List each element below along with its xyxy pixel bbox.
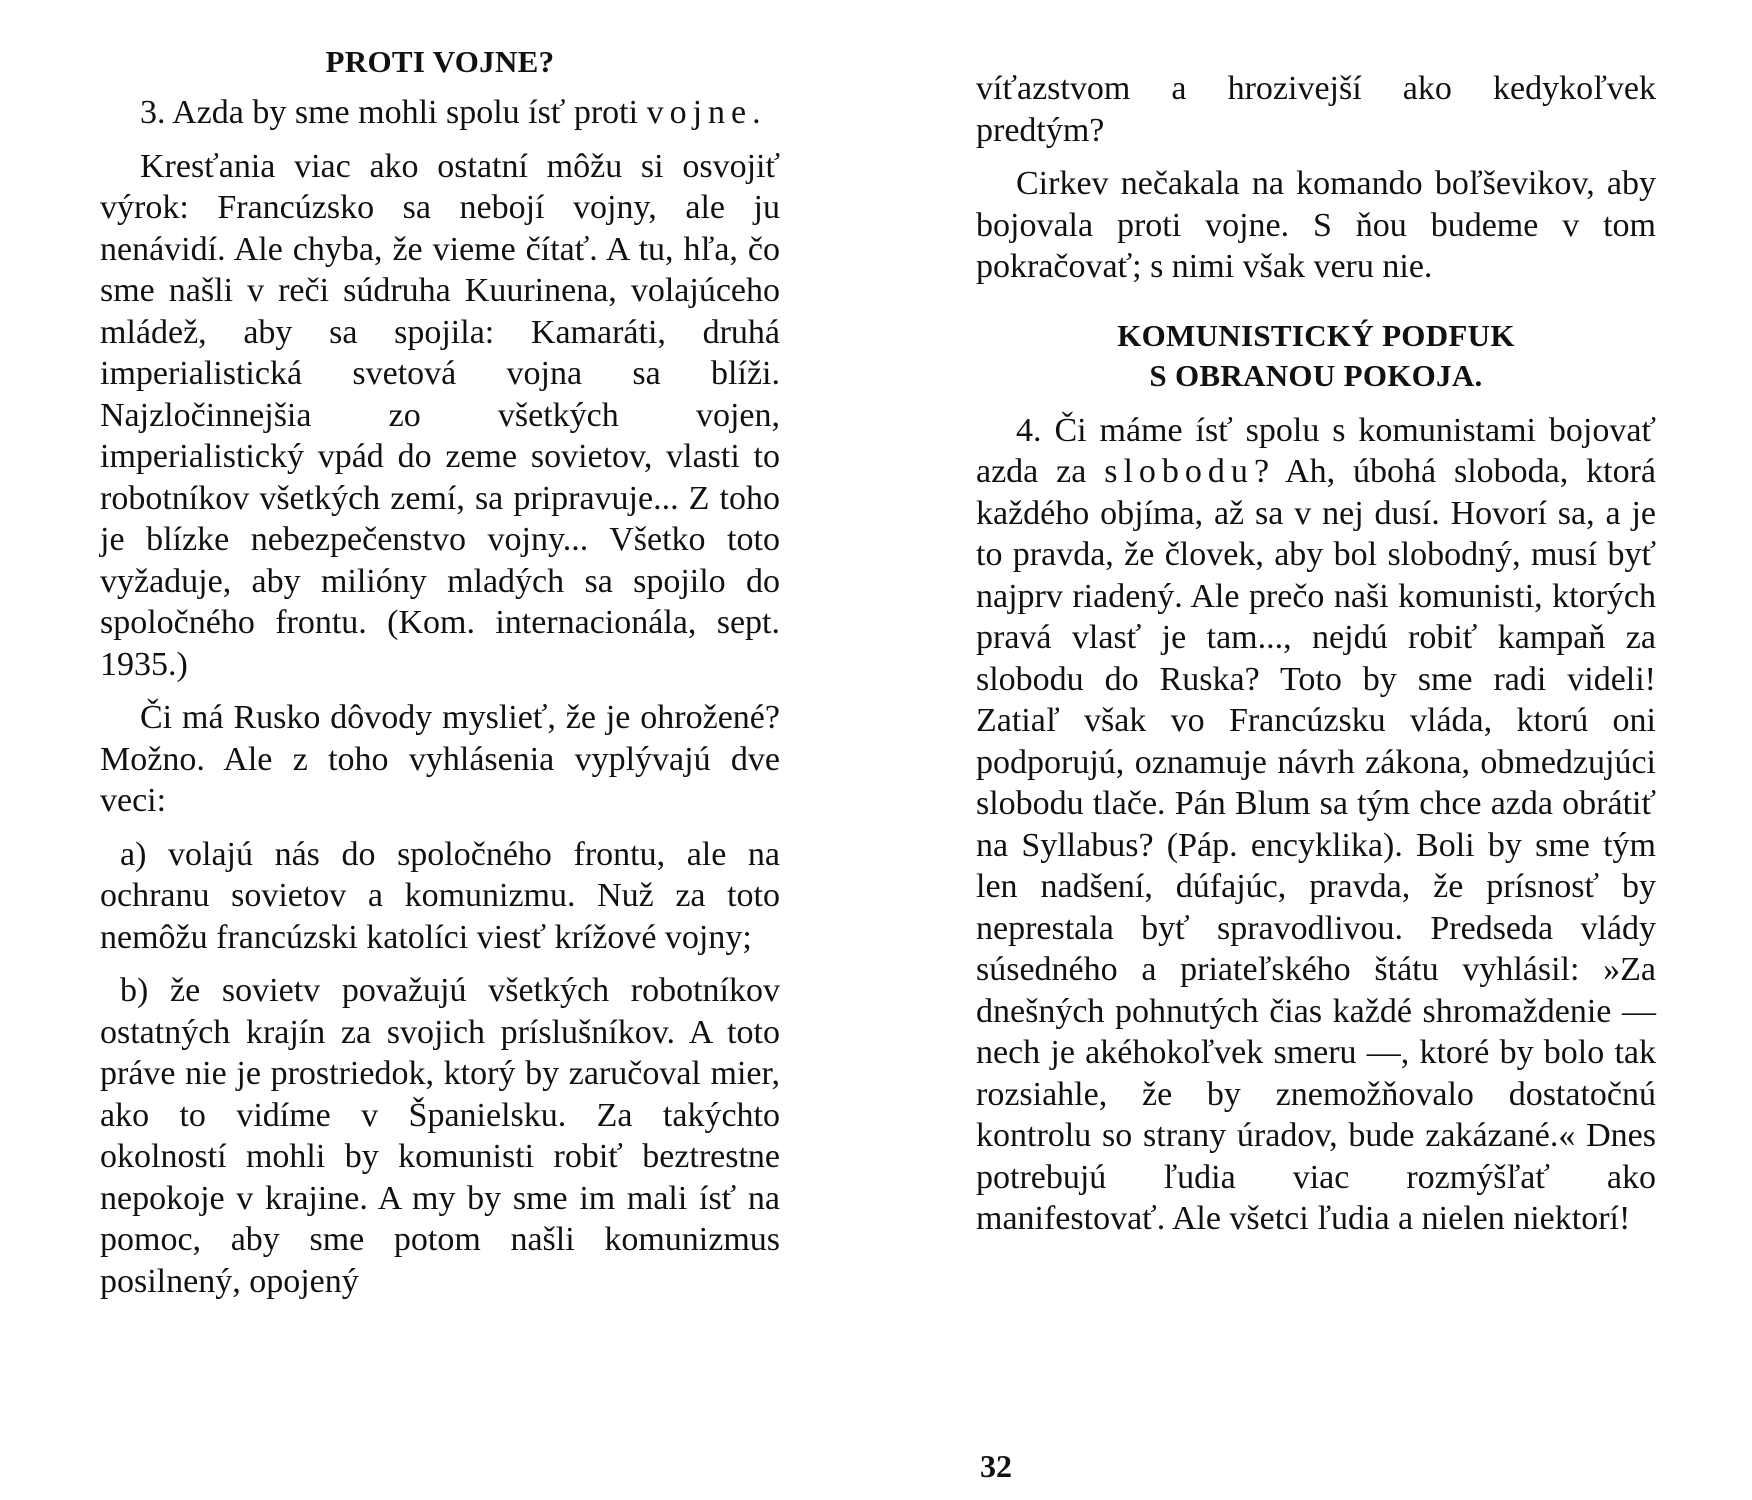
paragraph-3: Či má Rusko dôvody myslieť, že je ohrožené? Možno. Ale z toho vyhlásenia vyplývajú dve veci:: [100, 699, 780, 819]
continued-paragraph: víťazstvom a hrozivejší ako kedykoľvek predtým?: [976, 70, 1656, 149]
left-page: [100, 42, 780, 1314]
paragraph-1: [100, 92, 780, 134]
paragraph-4-start: 4. Či máme ísť spolu s komunistami bojovať azda za: [976, 411, 1656, 490]
spaced-word-slobodu: slobodu: [1104, 453, 1254, 490]
section-heading-komunisticky-podfuk: [976, 316, 1656, 396]
right-page: [976, 68, 1656, 1252]
paragraph-4: [976, 410, 1656, 1240]
list-item-a: a) volajú nás do spoločného frontu, ale na ochranu sovietov a komunizmu. Nuž za toto nemôžu francúzski katolíci viesť krížové vojny;: [100, 835, 780, 956]
paragraph-4-rest: ? Ah, úbohá sloboda, ktorá každého objíma, až sa v nej dusí. Hovorí sa, a je to pravda, že človek, aby bol slobodný, musí byť najprv riadený. Ale prečo naši komunisti, ktorých pravá vlasť je tam..., nejdú robiť kampaň za slobodu do Ruska? Toto by sme radi videli! Zatiaľ však vo Francúzsku vláda, ktorú oni podporujú, oznamuje návrh zákona, obmedzujúci slobodu tlače. Pán Blum sa tým chce azda obrátiť na Syllabus? (Páp. encyklika). Boli by sme tým len nadšení, dúfajúc, pravda, že prísnosť by neprestala byť spravodlivou. Predseda vlády súsedného a priateľského štátu vyhlásil: »Za dnešných pohnutých čias každé shromaždenie — nech je akéhokoľvek smeru —, ktoré by bolo tak rozsiahle, že by znemožňovalo dostatočnú kontrolu so strany úradov, bude zakázané.« Dnes potrebujú ľudia viac rozmýšľať ako manifestovať. Ale všetci ľudia a nielen niektorí!: [976, 453, 1656, 1237]
heading-line-1: KOMUNISTICKÝ PODFUK: [1117, 317, 1515, 353]
list-item-b: b) že sovietv považujú všetkých robotníkov ostatných krajín za svojich príslušníkov. A toto práve nie je prostriedok, ktorý by zaručoval mier, ako to vidíme v Španielsku. Za takýchto okolností mohli by komunisti robiť beztrestne nepokoje v krajine. A my by sme im mali ísť na pomoc, aby sme potom našli komunizmus posilnený, opojený: [100, 972, 780, 1300]
paragraph-cirkev: Cirkev nečakala na komando boľševikov, aby bojovala proti vojne. S ňou budeme v tom pokračovať; s nimi však veru nie.: [976, 165, 1656, 285]
paragraph-2: Kresťania viac ako ostatní môžu si osvojiť výrok: Francúzsko sa nebojí vojny, ale ju nenávidí. Ale chyba, že vieme čítať. A tu, hľa, čo sme našli v reči súdruha Kuurinena, volajúceho mládež, aby sa spojila: Kamaráti, druhá imperialistická svetová vojna sa blíži. Najzločinnejšia zo všetkých vojen, imperialistický vpád do zeme sovietov, vlasti to robotníkov všetkých zemí, sa pripravuje... Z toho je blízke nebezpečenstvo vojny... Všetko toto vyžaduje, aby milióny mladých sa spojilo do spoločného frontu. (Kom. internacionála, sept. 1935.): [100, 147, 780, 683]
page-number: 32: [980, 1448, 1012, 1484]
heading-line-2: S OBRANOU POKOJA.: [1149, 357, 1483, 393]
section-heading-proti-vojne: PROTI VOJNE?: [325, 44, 555, 79]
paragraph-1-text: 3. Azda by sme mohli spolu ísť proti: [140, 94, 639, 131]
spaced-word-vojne: vojne.: [646, 94, 767, 131]
